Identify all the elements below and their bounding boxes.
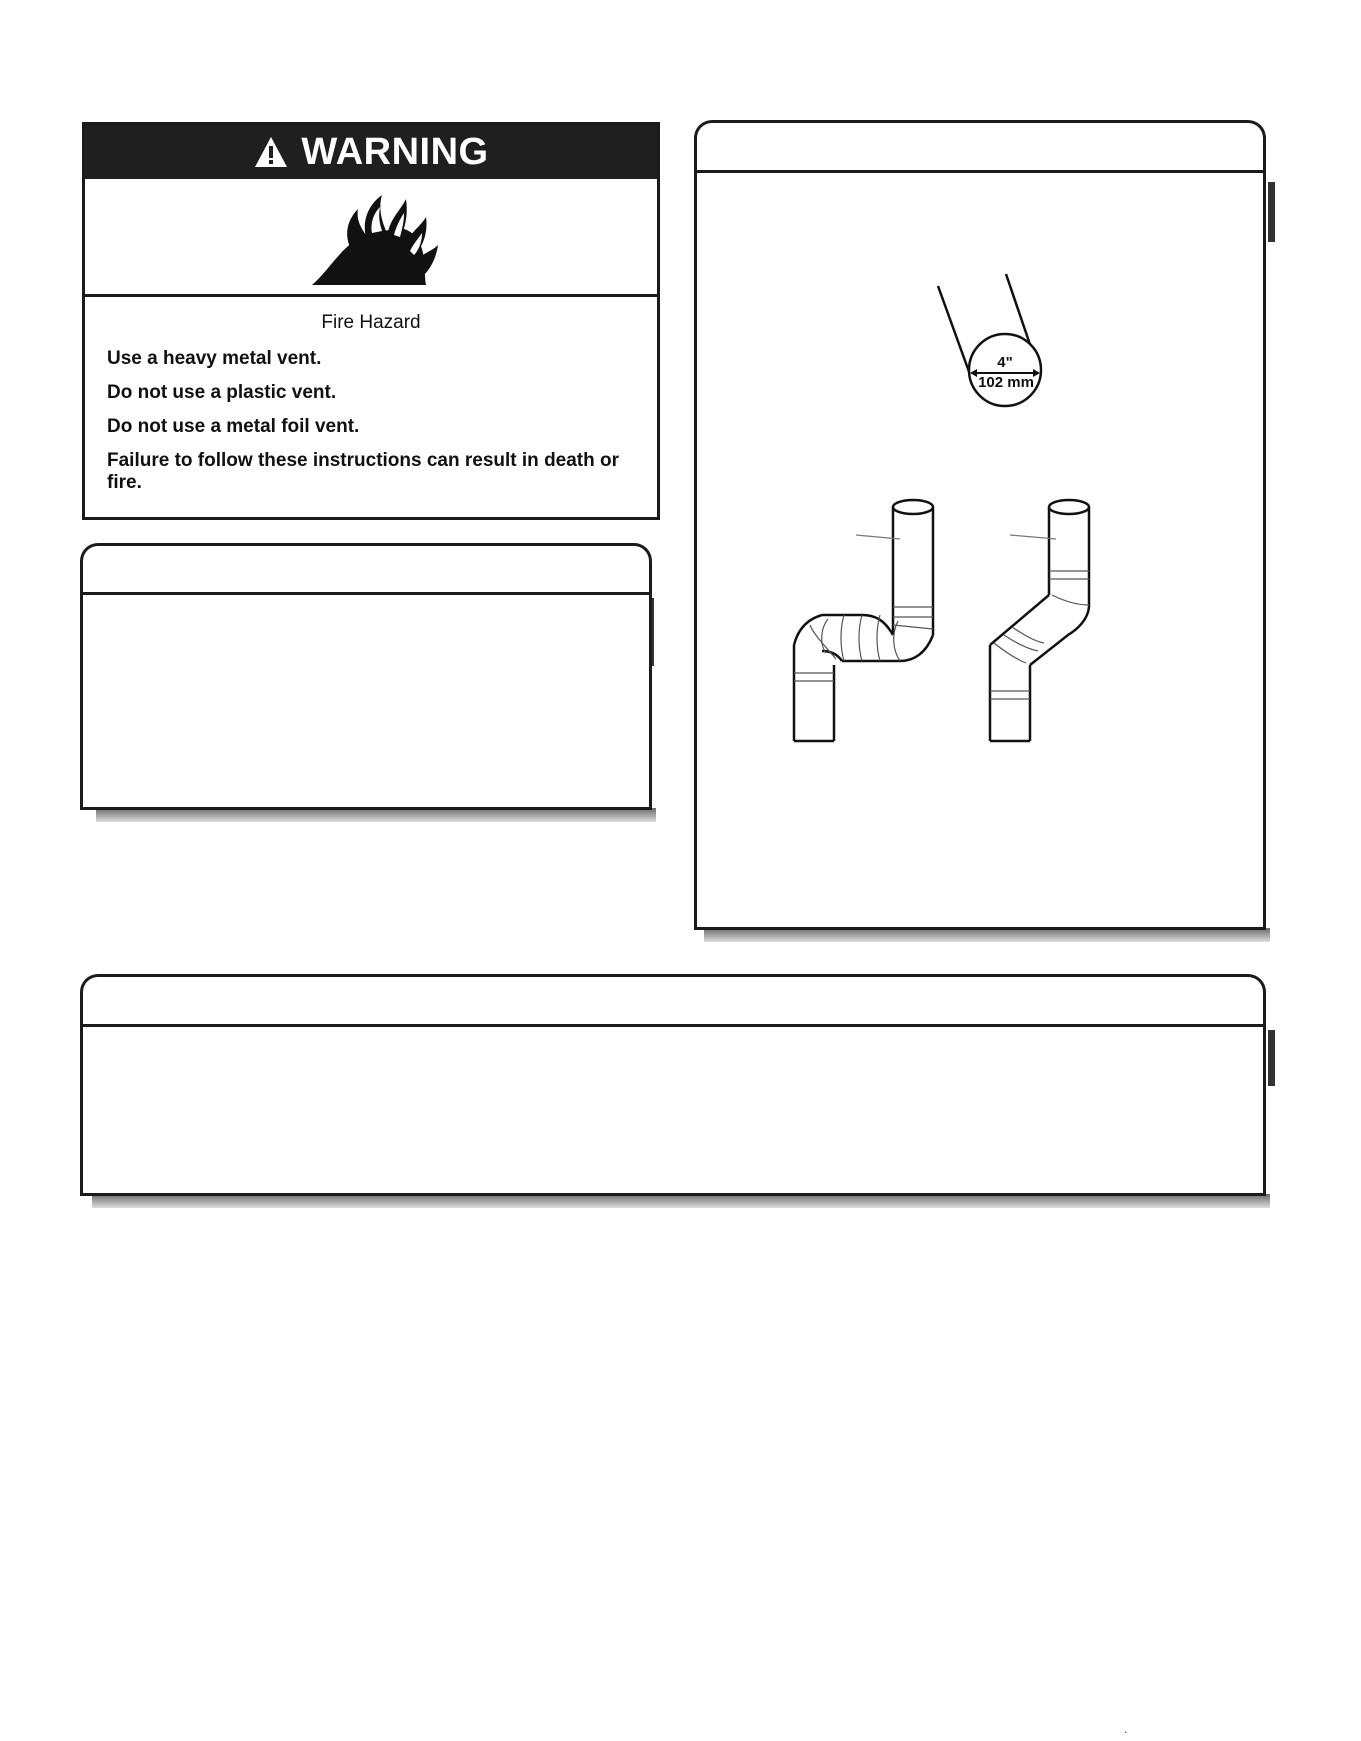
fire-icon	[310, 189, 440, 287]
left-panel-tab	[80, 543, 652, 597]
warning-title: WARNING	[301, 130, 489, 173]
fire-symbol-area	[85, 179, 657, 297]
elbow-vent-illustration-left	[780, 495, 950, 747]
diameter-metric-label: 102 mm	[978, 374, 1034, 391]
diagram-panel-tab	[694, 120, 1266, 174]
left-panel	[80, 592, 652, 810]
wide-panel-shadow-right	[1268, 1030, 1275, 1086]
wide-panel-tab	[80, 974, 1266, 1028]
diagram-panel-shadow-right	[1268, 182, 1275, 242]
panel-shadow-bottom	[96, 808, 656, 822]
warning-box	[82, 122, 660, 520]
footer-mark: .	[1124, 1722, 1128, 1736]
warning-line-2: Do not use a plastic vent.	[107, 382, 337, 403]
hazard-title: Fire Hazard	[321, 312, 421, 333]
warning-triangle-icon	[253, 135, 289, 169]
wide-panel	[80, 1024, 1266, 1196]
warning-line-1: Use a heavy metal vent.	[107, 348, 322, 369]
diameter-imperial-label: 4"	[997, 354, 1013, 371]
diagram-panel-shadow-bottom	[704, 928, 1270, 942]
warning-line-3: Do not use a metal foil vent.	[107, 416, 360, 437]
warning-line-4: Failure to follow these instructions can result in death or fire.	[107, 450, 620, 493]
wide-panel-shadow-bottom	[92, 1194, 1270, 1208]
elbow-vent-illustration-right	[972, 495, 1112, 747]
warning-header	[85, 125, 657, 179]
warning-text-block	[85, 300, 657, 494]
